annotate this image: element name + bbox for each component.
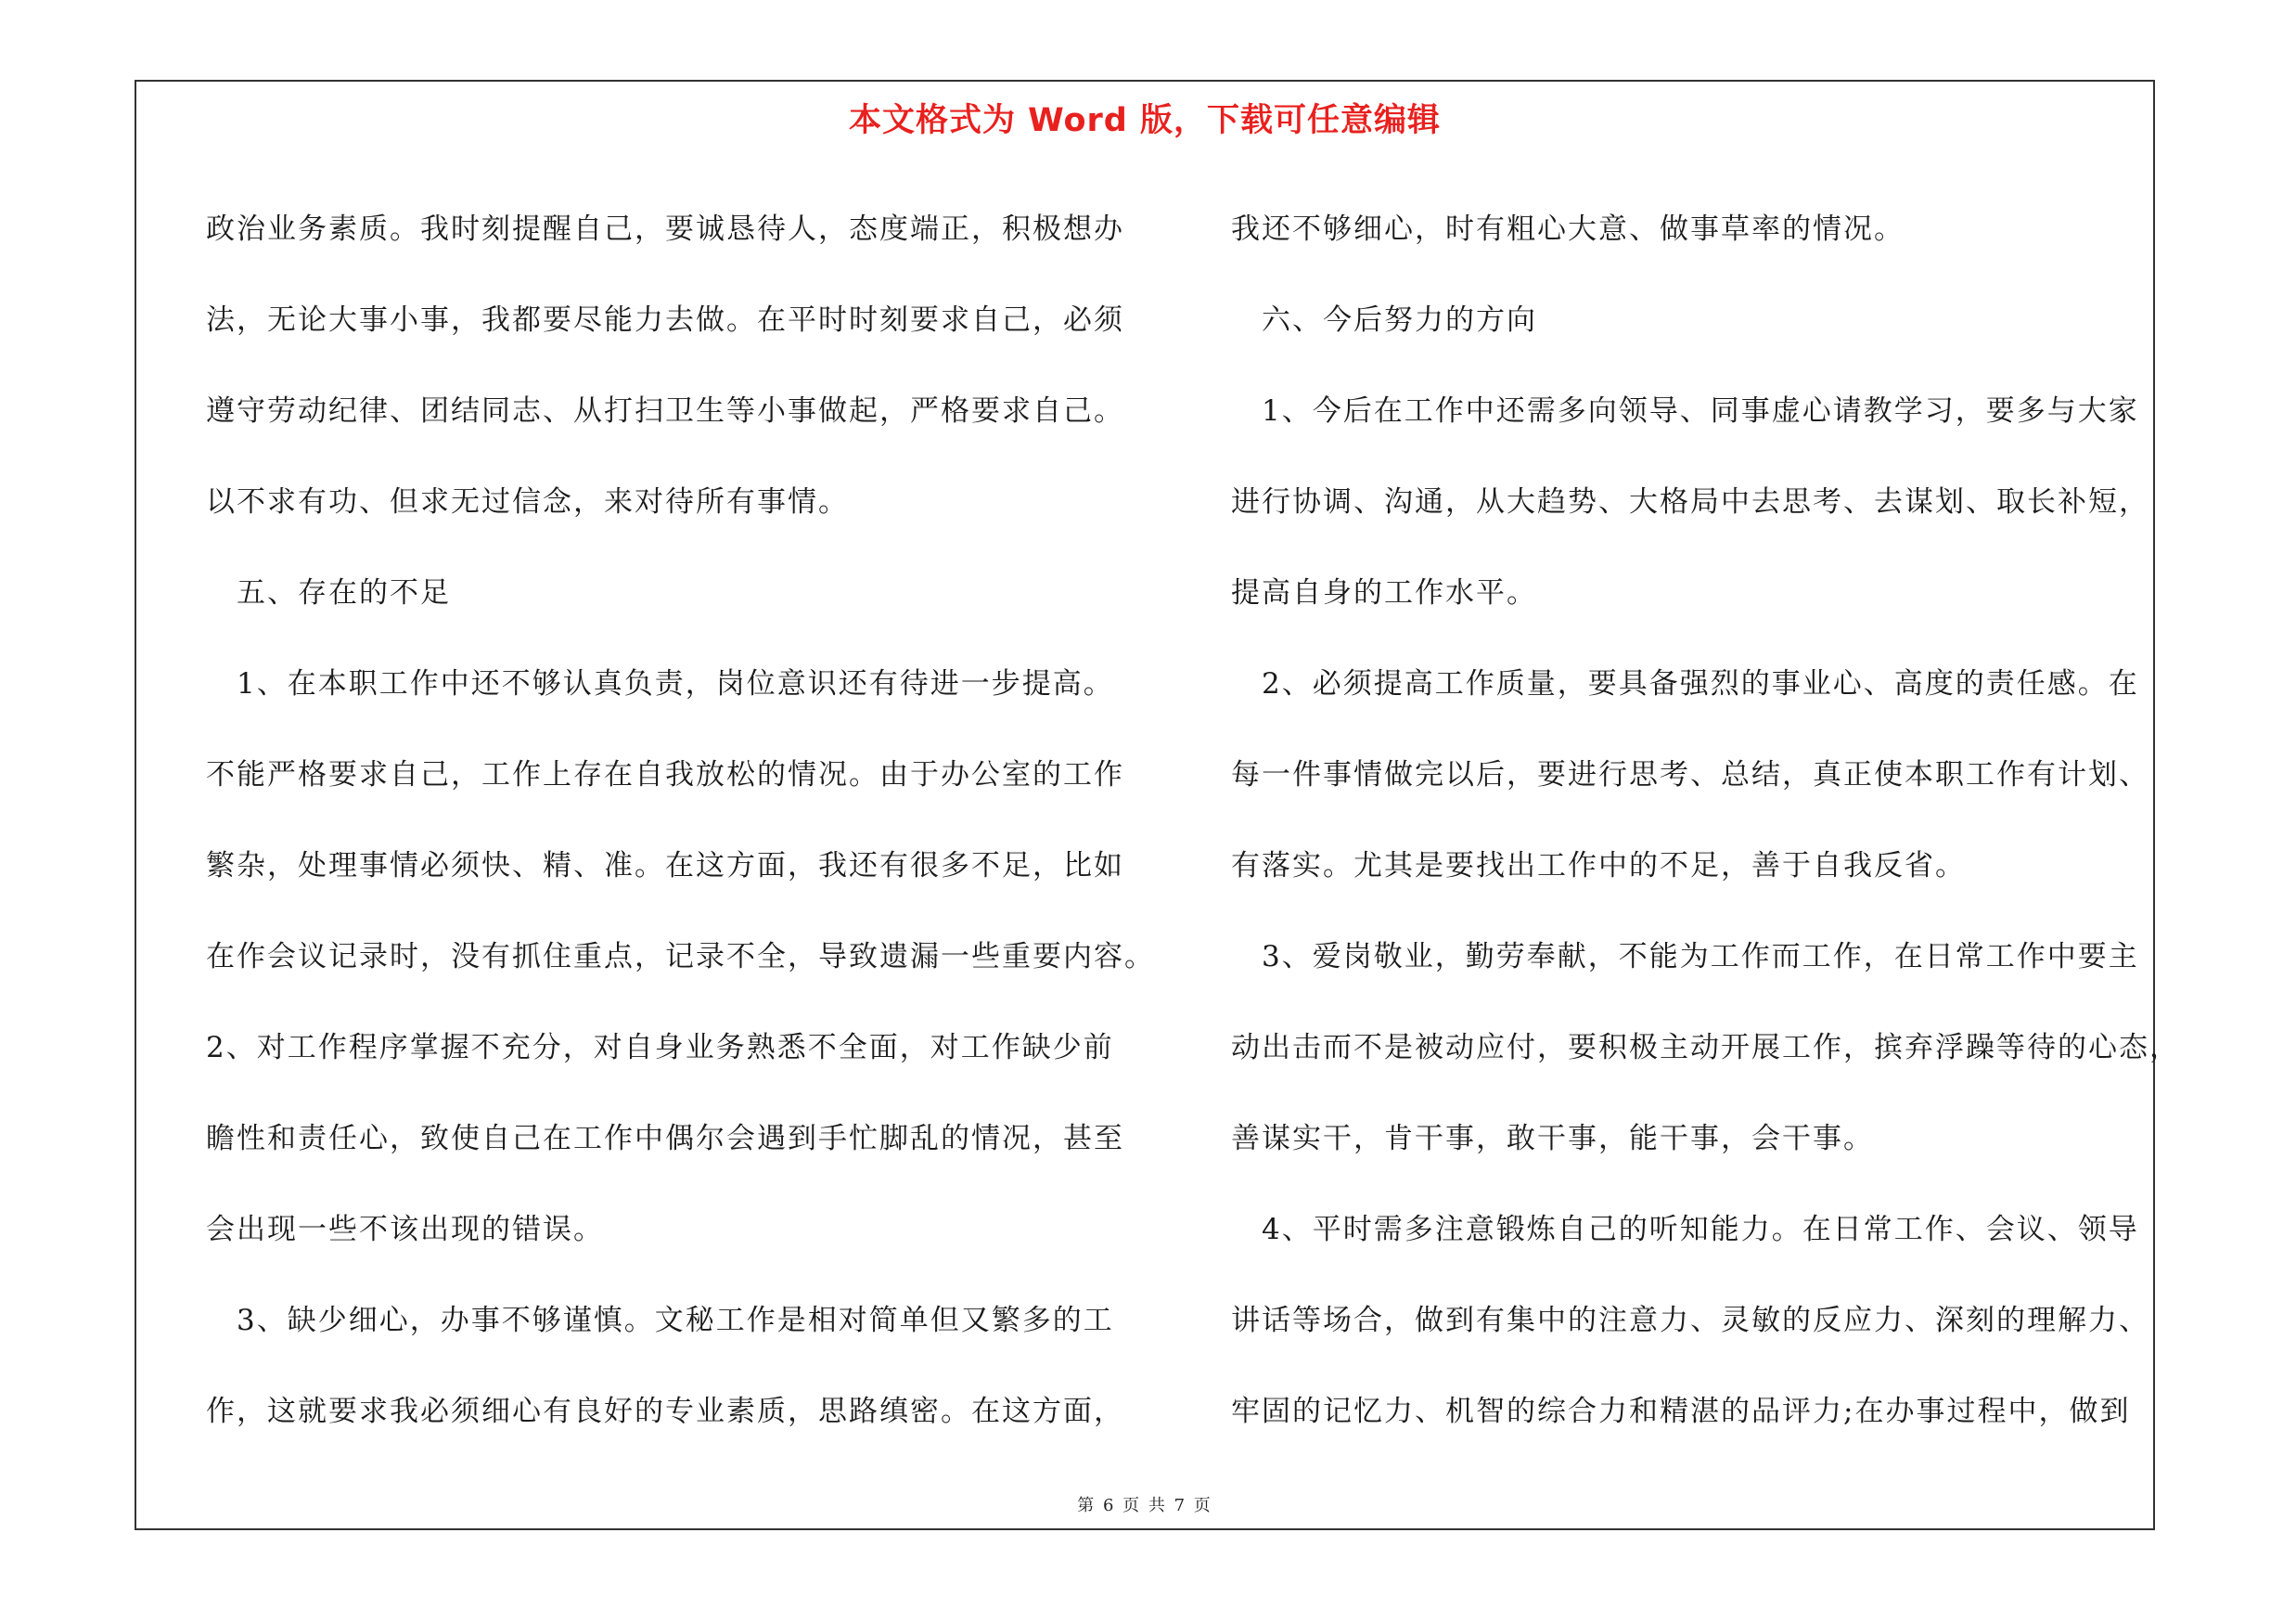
section-heading: 六、今后努力的方向 [1231, 303, 1537, 337]
text-line: 进行协调、沟通，从大趋势、大格局中去思考、去谋划、取长补短， [1231, 485, 2149, 519]
document-banner: 本文格式为 Word 版，下载可任意编辑 [848, 102, 1442, 139]
text-line: 瞻性和责任心，致使自己在工作中偶尔会遇到手忙脚乱的情况，甚至 [206, 1122, 1124, 1155]
text-line: 1、在本职工作中还不够认真负责，岗位意识还有待进一步提高。 [206, 667, 1114, 701]
text-line: 每一件事情做完以后，要进行思考、总结，真正使本职工作有计划、 [1231, 758, 2149, 792]
text-line: 3、爱岗敬业，勤劳奉献，不能为工作而工作，在日常工作中要主 [1231, 940, 2139, 973]
text-line: 法，无论大事小事，我都要尽能力去做。在平时时刻要求自己，必须 [206, 303, 1124, 337]
text-line: 善谋实干，肯干事，敢干事，能干事，会干事。 [1231, 1122, 1874, 1155]
text-line: 2、必须提高工作质量，要具备强烈的事业心、高度的责任感。在 [1231, 667, 2139, 701]
text-line: 1、今后在工作中还需多向领导、同事虚心请教学习，要多与大家 [1231, 394, 2139, 428]
section-heading: 五、存在的不足 [206, 576, 451, 610]
text-line: 提高自身的工作水平。 [1231, 576, 1537, 610]
text-line: 繁杂，处理事情必须快、精、准。在这方面，我还有很多不足，比如 [206, 849, 1124, 882]
text-line: 3、缺少细心，办事不够谨慎。文秘工作是相对简单但又繁多的工 [206, 1304, 1114, 1337]
text-line: 在作会议记录时，没有抓住重点，记录不全，导致遗漏一些重要内容。 [206, 940, 1155, 973]
text-line: 以不求有功、但求无过信念，来对待所有事情。 [206, 485, 849, 519]
text-line: 会出现一些不该出现的错误。 [206, 1213, 604, 1246]
text-line: 2、对工作程序掌握不充分，对自身业务熟悉不全面，对工作缺少前 [206, 1031, 1114, 1064]
text-line: 讲话等场合，做到有集中的注意力、灵敏的反应力、深刻的理解力、 [1231, 1304, 2149, 1337]
text-line: 我还不够细心，时有粗心大意、做事草率的情况。 [1231, 213, 1905, 246]
text-line: 不能严格要求自己，工作上存在自我放松的情况。由于办公室的工作 [206, 758, 1124, 792]
page-number-footer: 第 6 页 共 7 页 [1077, 1496, 1212, 1515]
page-frame [135, 80, 2180, 1530]
text-line: 4、平时需多注意锻炼自己的听知能力。在日常工作、会议、领导 [1231, 1213, 2139, 1246]
text-line: 遵守劳动纪律、团结同志、从打扫卫生等小事做起，严格要求自己。 [206, 394, 1124, 428]
text-line: 牢固的记忆力、机智的综合力和精湛的品评力;在办事过程中，做到 [1231, 1395, 2131, 1428]
text-line: 作，这就要求我必须细心有良好的专业素质，思路缜密。在这方面， [206, 1395, 1124, 1428]
text-line: 有落实。尤其是要找出工作中的不足，善于自我反省。 [1231, 849, 1966, 882]
left-column [206, 184, 1166, 1457]
text-line: 动出击而不是被动应付，要积极主动开展工作，摈弃浮躁等待的心态， [1231, 1031, 2180, 1064]
text-line: 政治业务素质。我时刻提醒自己，要诚恳待人，态度端正，积极想办 [206, 213, 1124, 246]
right-column [1231, 184, 2180, 1457]
